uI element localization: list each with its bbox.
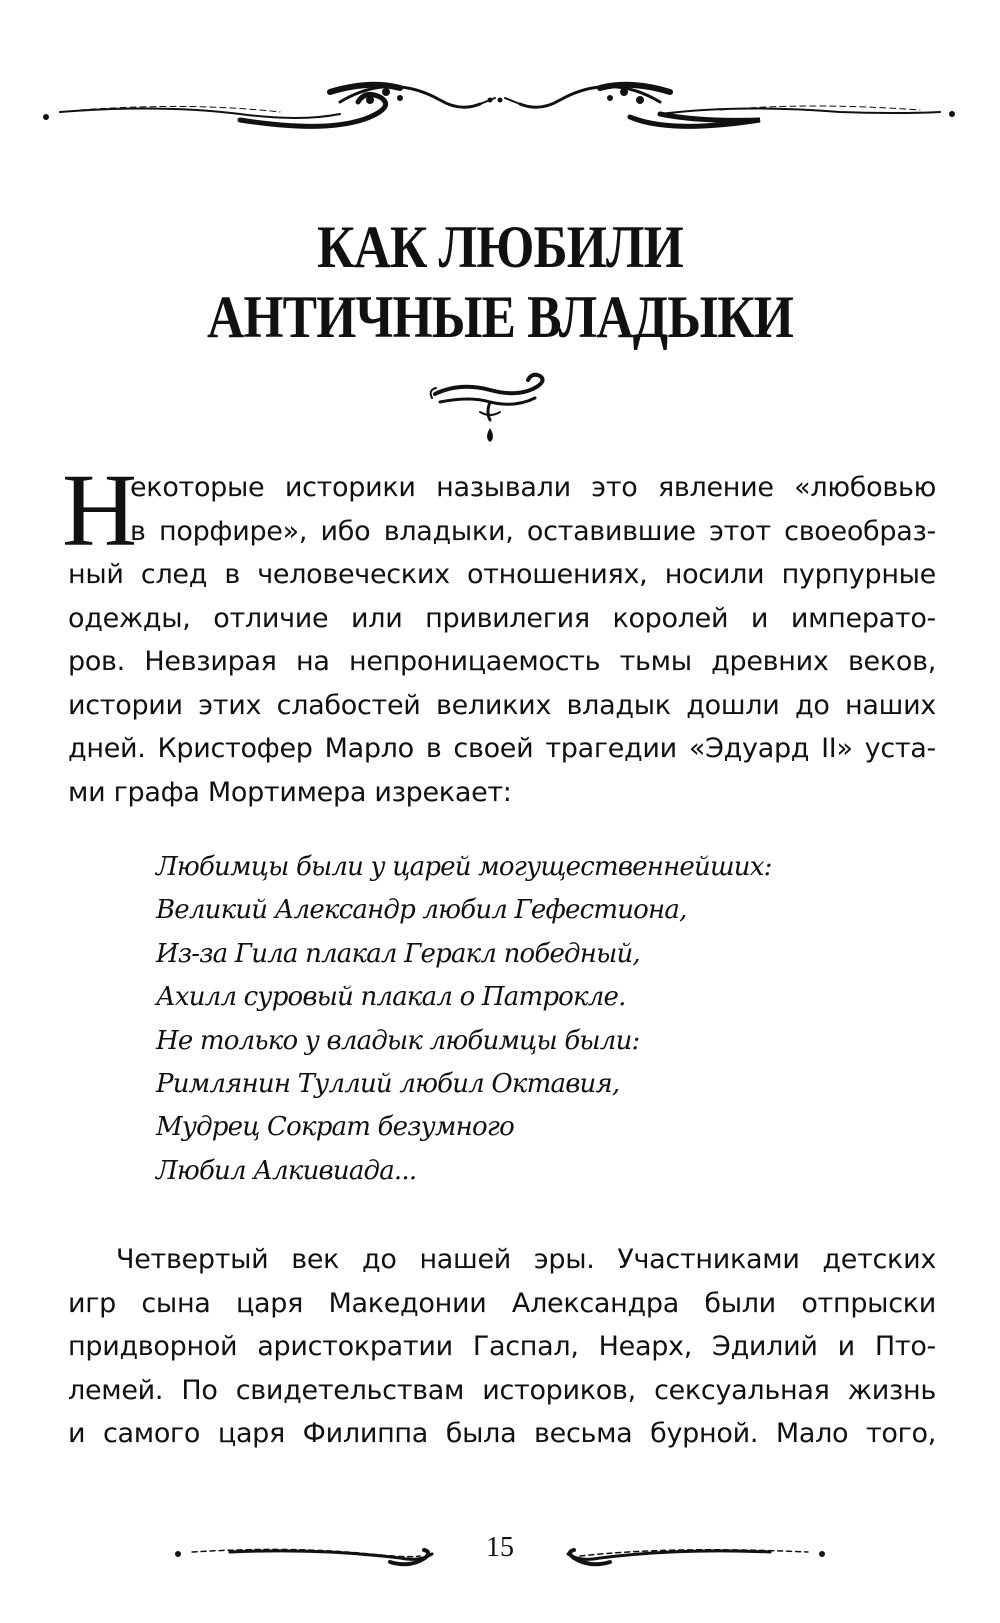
poem-verse: Не только у владык любимцы были: [156,1025,640,1056]
paragraph-line: екоторые историки называли это явление «любовью [130,472,936,503]
flourish-drop-icon [420,372,560,462]
poem-quote [156,846,916,1193]
poem-verse: Великий Александр любил Гефестиона, [156,895,687,926]
poem-verse: Ахилл суровый плакал о Патрокле. [156,982,626,1013]
paragraph-line: игр сына царя Македонии Александра были отпрыски [68,1287,936,1319]
paragraph-line: ров. Невзирая на непроницаемость тьмы древних веков, [68,646,936,677]
paragraph-line: одежды, отличие или привилегия королей и императо- [68,602,936,634]
paragraph-line: и самого царя Филиппа была весьма бурной. Мало того, [68,1418,936,1449]
poem-verse: Из-за Гила плакал Геракл победный, [156,938,640,969]
flourish-divider-icon [40,62,960,152]
paragraph-line: истории этих слабостей великих владык дошли до наших [68,689,936,721]
page-number: 15 [486,1532,514,1563]
paragraph-line: ми графа Мортимера изрекает: [68,776,512,808]
poem-verse: Римлянин Туллий любил Октавия, [156,1069,620,1100]
poem-verse: Любимцы были у царей могущественнейших: [156,852,772,882]
paragraph-line: придворной аристократии Гаспал, Неарх, Эдилий и Пто- [68,1331,936,1362]
paragraph-1 [68,466,936,814]
paragraph-2 [68,1238,936,1456]
page-title-line-2: АНТИЧНЫЕ ВЛАДЫКИ [206,284,794,350]
poem-verse: Любил Алкивиада... [156,1155,417,1186]
drop-cap: Н [62,453,138,568]
paragraph-line: лемей. По свидетельствам историков, сексуальная жизнь [68,1374,936,1406]
poem-verse: Мудрец Сократ безумного [156,1112,515,1143]
paragraph-line: ный след в человеческих отношениях, носили пурпурные [68,559,936,590]
paragraph-line: Четвертый век до нашей эры. Участниками детских [116,1244,936,1275]
paragraph-line: в порфире», ибо владыки, оставившие этот своеобраз- [130,515,936,547]
page-title-line-1: КАК ЛЮБИЛИ [317,214,683,280]
paragraph-line: дней. Кристофер Марло в своей трагедии «Эдуард II» уста- [68,733,936,764]
